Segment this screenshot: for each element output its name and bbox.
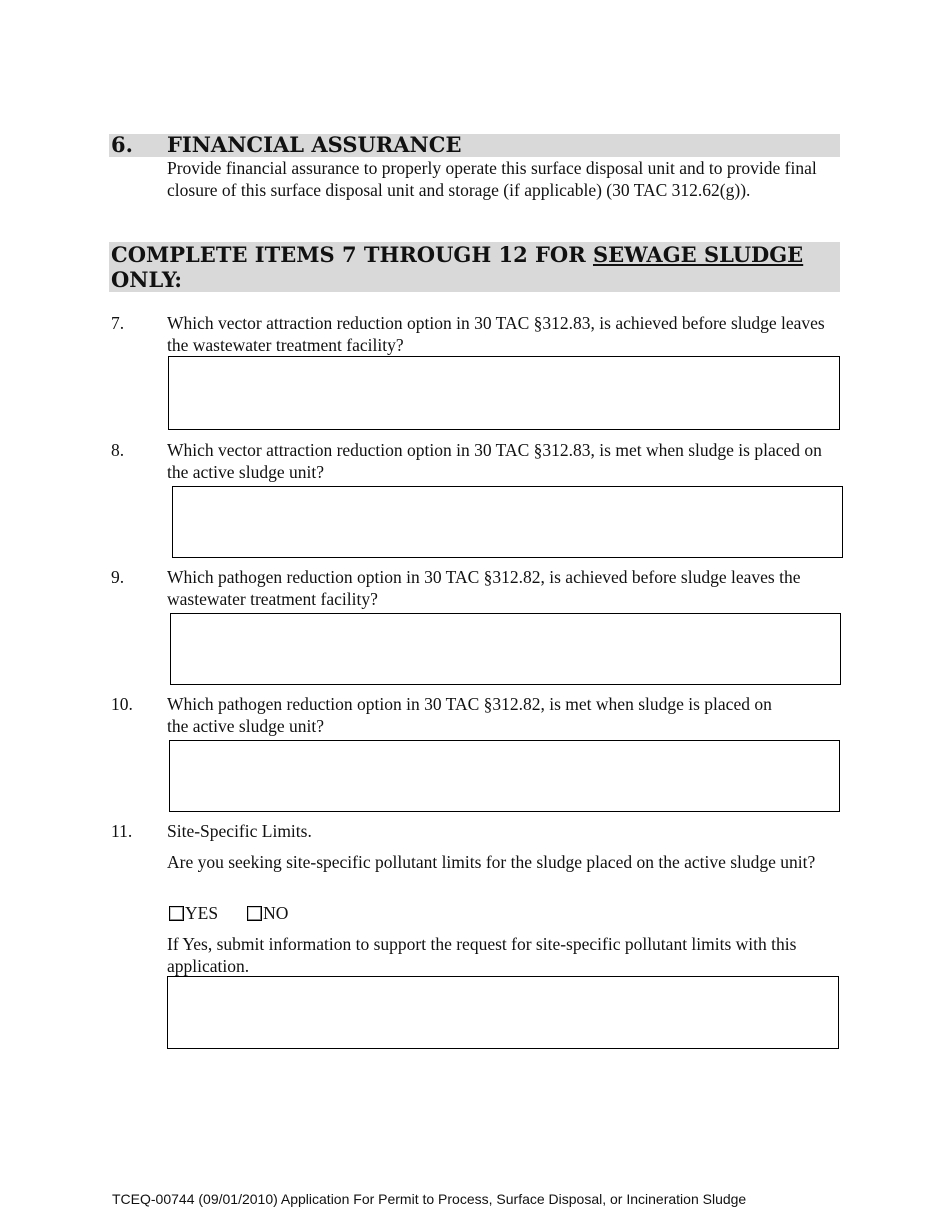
question-11-title: Site-Specific Limits. bbox=[167, 821, 312, 841]
no-checkbox[interactable] bbox=[247, 906, 262, 921]
no-label: NO bbox=[263, 903, 289, 923]
question-11-instruction: If Yes, submit information to support the request for site-specific pollutant limits with this application. bbox=[167, 934, 797, 976]
banner-prefix: COMPLETE ITEMS 7 THROUGH 12 FOR bbox=[111, 242, 593, 267]
question-11-answer-box[interactable] bbox=[167, 976, 839, 1049]
section-6-text: Provide financial assurance to properly operate this surface disposal unit and to provide final closure of this surface disposal unit and storage (if applicable) (30 TAC 312.62(g)). bbox=[167, 158, 817, 200]
instructions-banner bbox=[109, 242, 840, 292]
yes-option[interactable] bbox=[169, 903, 218, 924]
yes-checkbox[interactable] bbox=[169, 906, 184, 921]
question-8-number: 8. bbox=[111, 440, 125, 460]
question-9-text: Which pathogen reduction option in 30 TAC §312.82, is achieved before sludge leaves the wastewater treatment facility? bbox=[167, 567, 801, 609]
yes-label: YES bbox=[185, 903, 219, 923]
question-7-text: Which vector attraction reduction option in 30 TAC §312.83, is achieved before sludge leaves the wastewater treatment facility? bbox=[167, 313, 825, 355]
section-6-number: 6. bbox=[111, 132, 133, 157]
yes-no-options bbox=[169, 903, 288, 924]
question-10-number: 10. bbox=[111, 694, 133, 714]
banner-underlined: SEWAGE SLUDGE bbox=[592, 242, 804, 267]
question-10-text: Which pathogen reduction option in 30 TAC §312.82, is met when sludge is placed on the active sludge unit? bbox=[167, 694, 772, 736]
question-11-question: Are you seeking site-specific pollutant limits for the sludge placed on the active sludge unit? bbox=[167, 852, 816, 872]
question-8-text: Which vector attraction reduction option in 30 TAC §312.83, is met when sludge is placed on the active sludge unit? bbox=[167, 440, 822, 482]
section-6-title: FINANCIAL ASSURANCE bbox=[167, 132, 462, 157]
banner-suffix: ONLY: bbox=[111, 267, 183, 292]
question-9-number: 9. bbox=[111, 567, 125, 587]
question-9-answer-box[interactable] bbox=[170, 613, 841, 685]
form-footer: TCEQ-00744 (09/01/2010) Application For Permit to Process, Surface Disposal, or Incineration Sludge bbox=[112, 1191, 747, 1207]
question-11-number: 11. bbox=[111, 821, 133, 841]
no-option[interactable] bbox=[247, 903, 288, 924]
question-7-number: 7. bbox=[111, 313, 125, 333]
question-10-answer-box[interactable] bbox=[169, 740, 840, 812]
question-8-answer-box[interactable] bbox=[172, 486, 843, 558]
question-7-answer-box[interactable] bbox=[168, 356, 840, 430]
